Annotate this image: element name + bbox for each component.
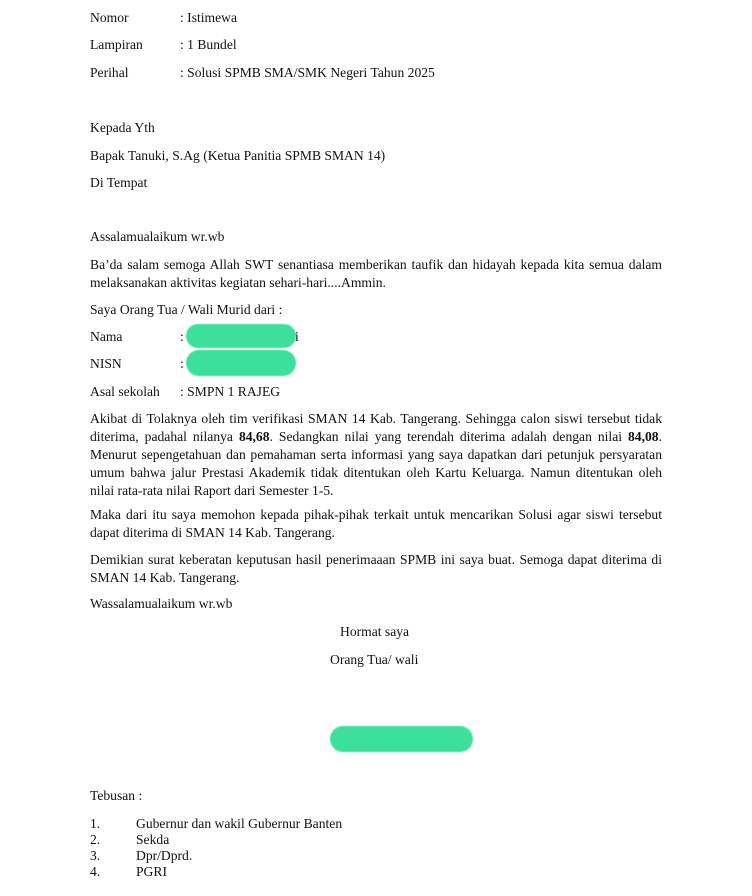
greeting: Assalamualaikum wr.wb xyxy=(90,229,225,244)
list-item: PGRI xyxy=(136,864,167,879)
lampiran-value: : 1 Bundel xyxy=(180,37,237,52)
tembusan-title: Tebusan : xyxy=(90,788,143,803)
p1-part-b: . Sedangkan nilai yang terendah diterima adalah dengan nilai xyxy=(269,429,628,444)
nama-tail: i xyxy=(295,329,299,344)
body-paragraph-1 xyxy=(90,410,662,500)
nama-colon: : xyxy=(180,329,184,344)
nomor-value: : Istimewa xyxy=(180,10,238,25)
nisn-redaction xyxy=(186,350,296,376)
lampiran-label: Lampiran xyxy=(90,37,143,52)
sekolah-label: Asal sekolah xyxy=(90,384,160,399)
lowest-score-value: 84,08 xyxy=(628,429,659,444)
p1-part-a: Akibat di Tolaknya oleh tim verifikasi SMAN 14 Kab. Tangerang. Sehingga calon siswi tersebut tidak diterima, padahal nilanya xyxy=(90,411,662,444)
list-item: Dpr/Dprd. xyxy=(136,848,193,863)
signature-name-redaction xyxy=(330,726,473,752)
nisn-colon: : xyxy=(180,356,184,371)
sekolah-value: : SMPN 1 RAJEG xyxy=(180,384,281,399)
parent-intro: Saya Orang Tua / Wali Murid dari : xyxy=(90,302,283,317)
list-item-number: 4. xyxy=(90,864,101,879)
p1-part-c: . Menurut sepengetahuan dan pemahaman serta informasi yang saya dapatkan dari petunjuk persyaratan umum bahwa jalur Prestasi Akademik tidak ditentukan oleh Kartu Keluarga. Namun ditentukan oleh nilai rata-rata nilai Raport dari Semester 1-5. xyxy=(90,429,662,498)
nama-redaction xyxy=(186,324,296,348)
perihal-value: : Solusi SPMB SMA/SMK Negeri Tahun 2025 xyxy=(180,65,435,80)
body-paragraph-3: Demikian surat keberatan keputusan hasil penerimaaan SPMB ini saya buat. Semoga dapat diterima di SMAN 14 Kab. Tangerang. xyxy=(90,552,662,585)
recipient-line-2: Bapak Tanuki, S.Ag (Ketua Panitia SPMB SMAN 14) xyxy=(90,148,386,163)
list-item: Sekda xyxy=(136,832,170,847)
list-item-number: 3. xyxy=(90,848,101,863)
score-value: 84,68 xyxy=(238,429,270,444)
nomor-label: Nomor xyxy=(90,10,129,25)
intro-paragraph: Ba’da salam semoga Allah SWT senantiasa memberikan taufik dan hidayah kepada kita semua dalam melaksanakan aktivitas kegiatan sehari-hari....Ammin. xyxy=(90,257,662,290)
signature-hormat: Hormat saya xyxy=(340,624,410,639)
nama-label: Nama xyxy=(90,329,123,344)
closing: Wassalamualaikum wr.wb xyxy=(90,596,233,611)
recipient-line-3: Di Tempat xyxy=(90,175,148,190)
list-item: Gubernur dan wakil Gubernur Banten xyxy=(136,816,343,831)
list-item-number: 2. xyxy=(90,832,101,847)
perihal-label: Perihal xyxy=(90,65,129,80)
signature-role: Orang Tua/ wali xyxy=(330,652,419,667)
recipient-line-1: Kepada Yth xyxy=(90,120,155,135)
body-paragraph-2: Maka dari itu saya memohon kepada pihak-pihak terkait untuk mencarikan Solusi agar siswi tersebut dapat diterima di SMAN 14 Kab. Tangerang. xyxy=(90,507,662,540)
nisn-label: NISN xyxy=(90,356,122,371)
list-item-number: 1. xyxy=(90,816,101,831)
